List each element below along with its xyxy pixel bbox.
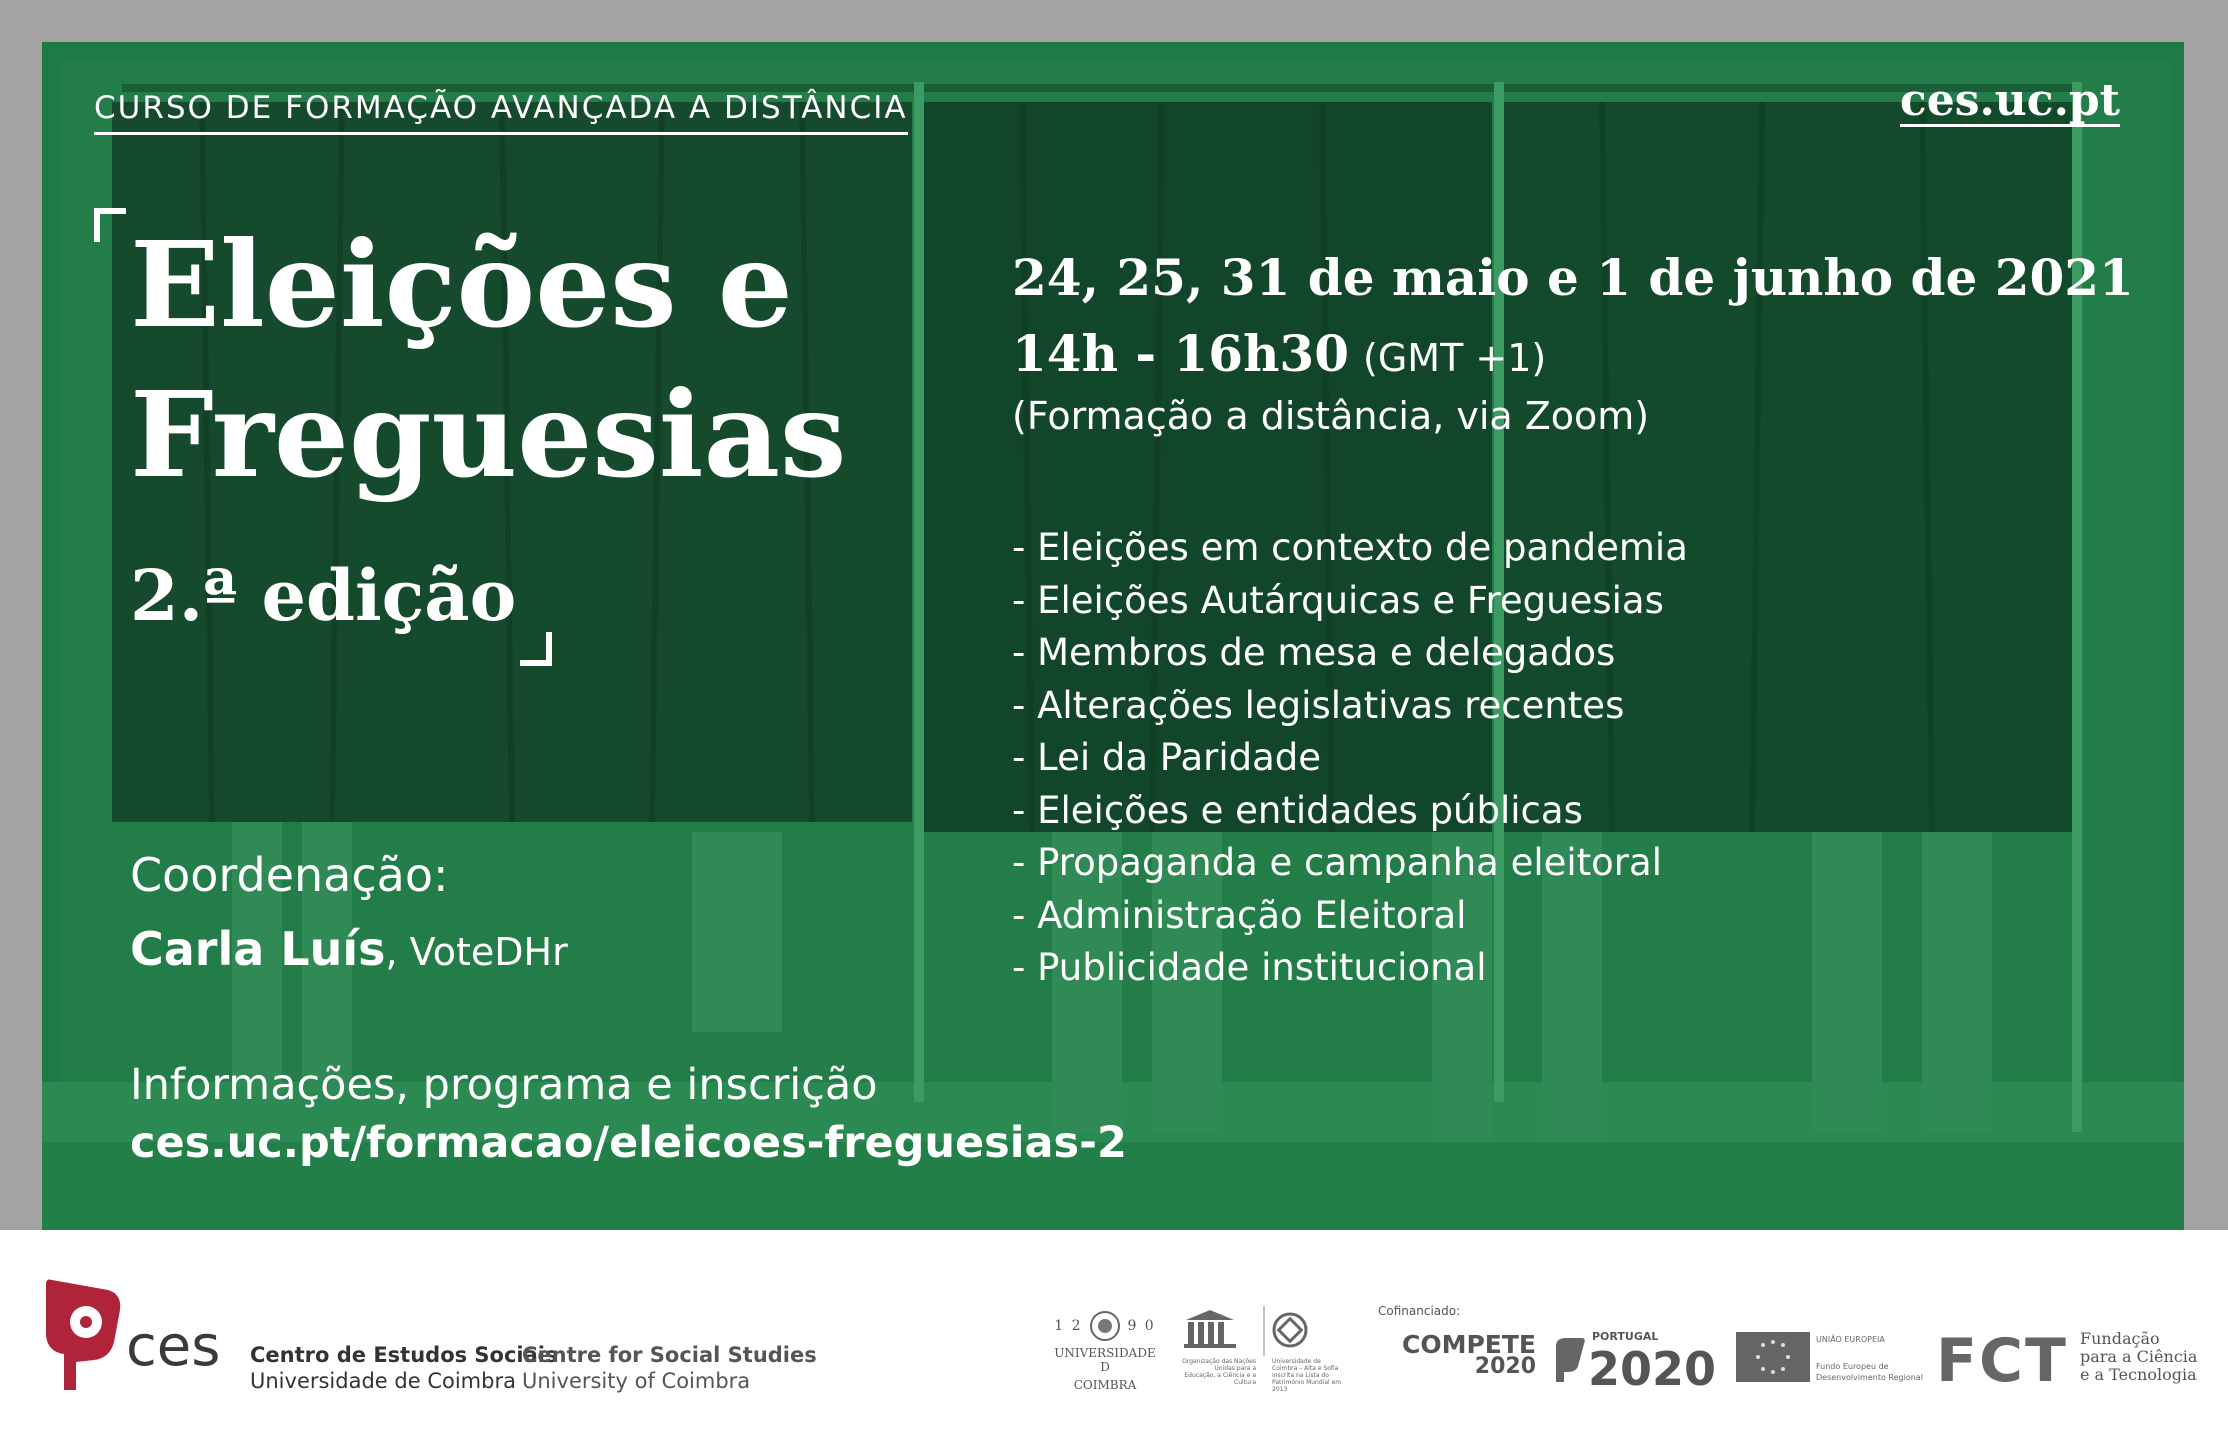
cofinanced-label: Cofinanciado: bbox=[1378, 1304, 1461, 1318]
unesco-text-a: Organização das Nações Unidas para a Educação, a Ciência e a Cultura bbox=[1182, 1358, 1256, 1386]
footer bbox=[0, 1230, 2228, 1449]
topic-item: - Propaganda e campanha eleitoral bbox=[1012, 841, 1662, 884]
uc-year bbox=[1050, 1310, 1160, 1342]
time-range: 14h - 16h30 bbox=[1012, 324, 1350, 383]
coordinator-org: , VoteDHr bbox=[385, 930, 568, 974]
timezone: (GMT +1) bbox=[1363, 336, 1547, 380]
coordinator-name: Carla Luís bbox=[130, 922, 386, 976]
eu-flag-icon bbox=[1736, 1332, 1810, 1382]
uc-logo bbox=[1050, 1310, 1160, 1392]
portugal-label: PORTUGAL bbox=[1592, 1330, 1659, 1343]
fct-logo: FCT bbox=[1936, 1326, 2068, 1396]
course-type-label: CURSO DE FORMAÇÃO AVANÇADA A DISTÂNCIA bbox=[94, 90, 908, 135]
unesco-logo bbox=[1172, 1306, 1342, 1400]
org-en-name: Centre for Social Studies bbox=[522, 1343, 817, 1367]
topic-item: - Publicidade institucional bbox=[1012, 946, 1487, 989]
topics-list bbox=[1012, 522, 1688, 995]
uc-seal-icon bbox=[1089, 1310, 1121, 1342]
org-name-en bbox=[522, 1342, 817, 1394]
eu-text bbox=[1816, 1334, 1926, 1383]
uc-year-b: 9 0 bbox=[1127, 1318, 1156, 1334]
org-pt-name: Centro de Estudos Sociais bbox=[250, 1343, 558, 1367]
event-time bbox=[1012, 324, 1546, 383]
title-line-1: Eleições e bbox=[130, 215, 793, 354]
topic-item: - Alterações legislativas recentes bbox=[1012, 683, 1625, 727]
eu-label: UNIÃO EUROPEIA bbox=[1816, 1335, 1885, 1344]
unesco-temple-icon bbox=[1172, 1306, 1342, 1356]
unesco-text-b: Universidade de Coimbra – Alta e Sofia inscrita na Lista do Património Mundial em 2013 bbox=[1272, 1358, 1342, 1393]
fct-name bbox=[2080, 1330, 2197, 1384]
compete-logo bbox=[1402, 1330, 1537, 1379]
ces-logo-text: ces bbox=[126, 1314, 221, 1379]
coordination-label: Coordenação: bbox=[130, 848, 449, 902]
event-dates: 24, 25, 31 de maio e 1 de junho de 2021 bbox=[1012, 248, 2134, 307]
bracket-top-left bbox=[94, 208, 126, 242]
fct-line-1: Fundação bbox=[2080, 1329, 2160, 1348]
topic-item: - Membros de mesa e delegados bbox=[1012, 631, 1616, 674]
topic-item: - Eleições e entidades públicas bbox=[1012, 788, 1583, 832]
portugal-year: 2020 bbox=[1588, 1342, 1717, 1396]
portugal-2020-icon bbox=[1552, 1336, 1588, 1386]
topic-item: - Administração Eleitoral bbox=[1012, 893, 1467, 937]
info-label: Informações, programa e inscrição bbox=[130, 1060, 878, 1110]
fct-line-3: e a Tecnologia bbox=[2080, 1365, 2197, 1384]
uc-name-2: COIMBRA bbox=[1073, 1378, 1137, 1392]
topic-item: - Eleições Autárquicas e Freguesias bbox=[1012, 578, 1664, 622]
uc-name-1: UNIVERSIDADE D bbox=[1054, 1346, 1156, 1374]
coordinator bbox=[130, 922, 568, 976]
compete-year: 2020 bbox=[1474, 1354, 1537, 1379]
info-url-link[interactable]: ces.uc.pt/formacao/eleicoes-freguesias-2 bbox=[130, 1118, 1127, 1168]
compete-text: COMPETE bbox=[1402, 1330, 1537, 1359]
fct-line-2: para a Ciência bbox=[2080, 1347, 2198, 1366]
edition-label: 2.ª edição bbox=[130, 554, 517, 637]
eu-fund: Fundo Europeu de Desenvolvimento Regional bbox=[1816, 1362, 1923, 1382]
org-name-pt bbox=[250, 1342, 558, 1394]
event-mode: (Formação a distância, via Zoom) bbox=[1012, 394, 1650, 438]
bracket-bottom-right bbox=[520, 632, 552, 666]
portugal-2020-logo bbox=[1552, 1326, 1722, 1396]
site-link-top[interactable]: ces.uc.pt bbox=[1899, 75, 2120, 126]
poster-banner bbox=[42, 42, 2184, 1230]
topic-item: - Eleições em contexto de pandemia bbox=[1012, 526, 1688, 569]
title-line-2: Freguesias bbox=[130, 365, 847, 504]
uc-year-a: 1 2 bbox=[1054, 1318, 1083, 1334]
org-pt-univ: Universidade de Coimbra bbox=[250, 1369, 516, 1393]
org-en-univ: University of Coimbra bbox=[522, 1369, 751, 1393]
topic-item: - Lei da Paridade bbox=[1012, 736, 1322, 779]
event-title bbox=[130, 210, 846, 510]
